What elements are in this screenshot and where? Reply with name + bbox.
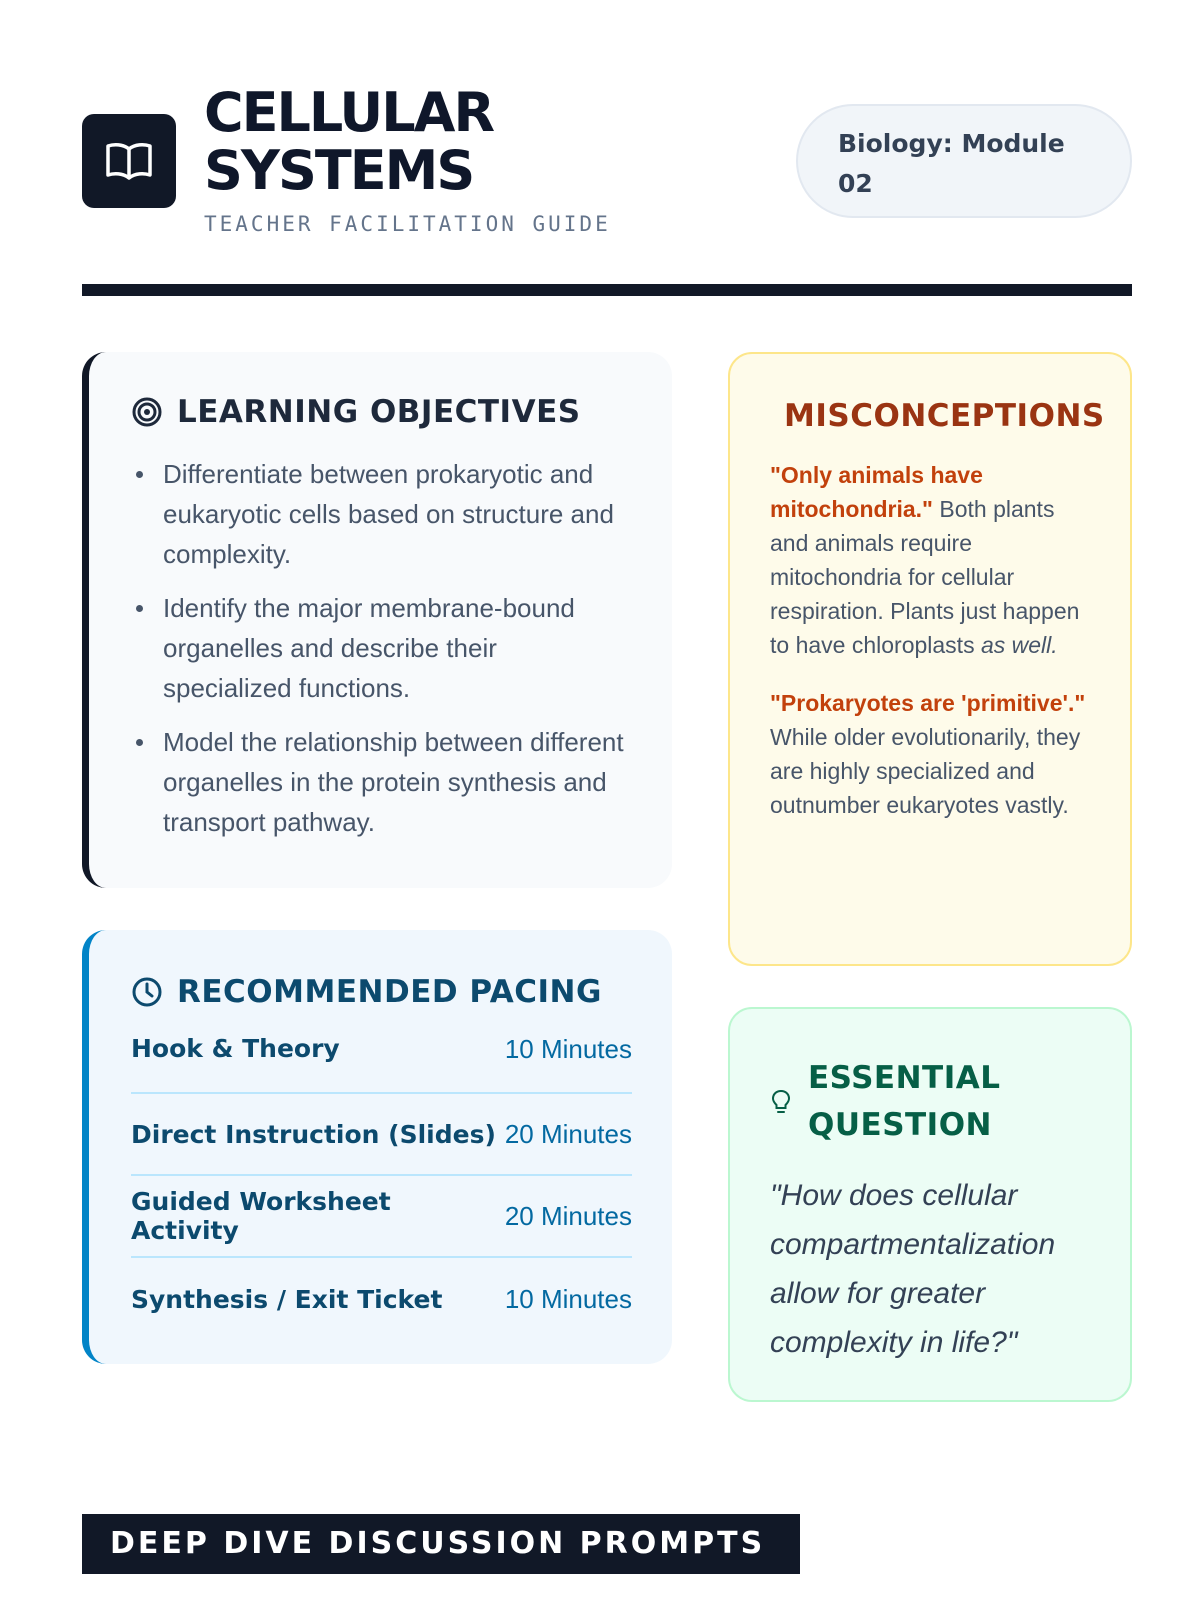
table-row (131, 1094, 632, 1176)
book-icon (104, 139, 154, 183)
target-icon (131, 396, 163, 428)
essential-title-line2: QUESTION (808, 1107, 993, 1143)
discussion-prompts-heading: DEEP DIVE DISCUSSION PROMPTS (82, 1514, 800, 1574)
pacing-title: RECOMMENDED PACING (177, 974, 602, 1010)
misconception-text: Both plants and animals require mitochondria for cellular respiration. Plants just happen to have chloroplasts (770, 496, 1080, 658)
misconception-emphasis: as well. (980, 632, 1058, 658)
pace-duration: 20 Minutes (504, 1200, 632, 1231)
header-divider (82, 284, 1132, 296)
page-subtitle: TEACHER FACILITATION GUIDE (204, 212, 611, 236)
objectives-title: LEARNING OBJECTIVES (177, 394, 581, 430)
misconceptions-title: MISCONCEPTIONS (784, 398, 1105, 434)
misconception-item (770, 686, 1090, 822)
list-item: Differentiate between prokaryotic and eukaryotic cells based on structure and complexity. (131, 454, 632, 574)
module-badge: Biology: Module 02 (796, 104, 1132, 218)
table-row (131, 1176, 632, 1258)
essential-title-line1: ESSENTIAL (808, 1060, 1001, 1096)
objectives-header (131, 392, 632, 432)
lightbulb-icon (770, 1088, 792, 1116)
objectives-list (131, 454, 632, 842)
pace-activity: Synthesis / Exit Ticket (131, 1284, 443, 1314)
pace-activity: Direct Instruction (Slides) (131, 1119, 496, 1149)
essential-header (770, 1055, 1090, 1149)
misconception-item (770, 458, 1090, 662)
pace-duration: 20 Minutes (504, 1118, 632, 1149)
page-header (82, 81, 1132, 244)
list-item: Identify the major membrane-bound organelles and describe their specialized functions. (131, 588, 632, 708)
recommended-pacing-card (82, 930, 672, 1364)
page-title-line2: SYSTEMS (204, 139, 474, 202)
essential-question-text: "How does cellular compartmentalization allow for greater complexity in life?" (770, 1179, 1056, 1359)
page-title-line1: CELLULAR (204, 81, 494, 144)
title-block (204, 81, 611, 236)
table-row (131, 1034, 632, 1094)
learning-objectives-card (82, 352, 672, 888)
misconceptions-header (770, 396, 1105, 436)
pace-duration: 10 Minutes (504, 1034, 632, 1064)
table-row (131, 1258, 632, 1340)
pace-activity: Guided Worksheet Activity (131, 1187, 391, 1245)
misconceptions-card (728, 352, 1132, 966)
clock-icon (131, 976, 163, 1008)
list-item: Model the relationship between different organelles in the protein synthesis and transport pathway. (131, 722, 632, 842)
pace-activity: Hook & Theory (131, 1034, 340, 1063)
misconception-quote: "Prokaryotes are 'primitive'." (770, 690, 1086, 716)
misconception-text: While older evolutionarily, they are highly specialized and outnumber eukaryotes vastly. (770, 724, 1081, 818)
pace-duration: 10 Minutes (504, 1283, 632, 1314)
essential-question-card (728, 1007, 1132, 1402)
guide-page (82, 0, 1132, 1600)
pacing-header (131, 972, 632, 1012)
misconception-quote: "Only animals have mitochondria." (770, 462, 983, 522)
logo (82, 114, 176, 208)
